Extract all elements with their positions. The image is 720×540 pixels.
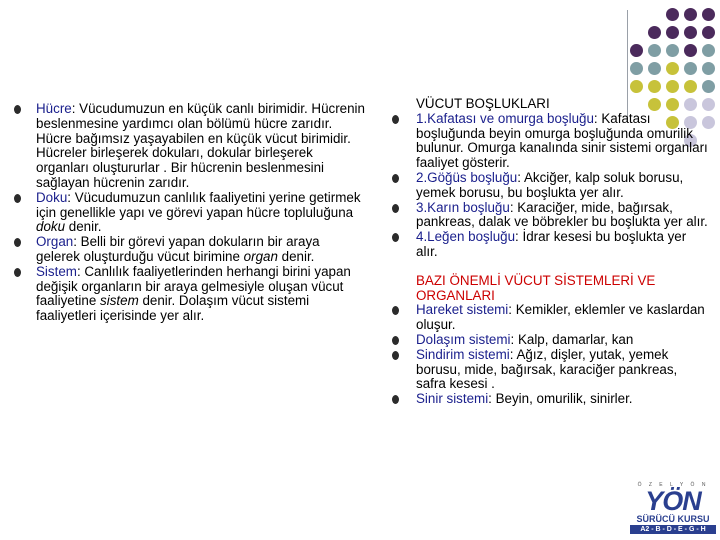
definition-system-movement: : Kemikler, eklemler ve kaslardan oluşur. [416, 302, 705, 333]
definition-cavity-3: : Karaciğer, mide, bağırsak, pankreas, dalak ve böbrekler bu boşlukta yer alır. [416, 199, 708, 230]
definition-cavity-1: : Kafatası boşluğunda beyin omurga boşluğunda omurilik bulunur. Omurga kanalında sinir sistemi organları faaliyet gösterir. [416, 110, 708, 171]
list-item-system-nervous [392, 392, 710, 407]
term-cavity-3: 3.Karın boşluğu [416, 199, 510, 215]
definitions-list [14, 102, 366, 324]
decorative-dot [666, 8, 679, 21]
term-system-digestion: Sindirim sistemi [416, 346, 510, 362]
decorative-dot [702, 26, 715, 39]
term-sistem: Sistem [36, 263, 77, 279]
logo-main-text: YÖN [645, 486, 701, 516]
definition-organ-end: denir. [277, 248, 315, 264]
decorative-dot [684, 62, 697, 75]
decorative-dot [666, 44, 679, 57]
logo-license-classes: A2 - B - D - E - G - H [630, 525, 716, 534]
decorative-dot [702, 8, 715, 21]
bullet-icon [392, 306, 399, 315]
bullet-icon [14, 238, 21, 247]
decorative-dot [702, 44, 715, 57]
term-cavity-2: 2.Göğüs boşluğu [416, 169, 518, 185]
decorative-dot [648, 26, 661, 39]
decorative-dot [630, 44, 643, 57]
term-system-nervous: Sinir sistemi [416, 391, 489, 407]
bullet-icon [392, 115, 399, 124]
definition-cavity-2: : Akciğer, kalp soluk borusu, yemek borusu, bu boşlukta yer alır. [416, 169, 684, 200]
bullet-icon [392, 233, 399, 242]
decorative-dot [648, 44, 661, 57]
list-item-cavity-3 [392, 201, 710, 231]
decorative-dot [648, 80, 661, 93]
list-item-hucre [14, 102, 366, 191]
list-item-sistem [14, 265, 366, 324]
definition-cavity-4: : İdrar kesesi bu boşlukta yer alır. [416, 229, 687, 259]
list-item-organ [14, 235, 366, 265]
term-hucre: Hücre [36, 101, 72, 116]
decorative-dot [702, 80, 715, 93]
definition-system-nervous: : Beyin, omurilik, sinirler. [488, 391, 633, 407]
definition-system-digestion: : Ağız, dişler, yutak, yemek borusu, mide, bağırsak, karaciğer pankreas, safra kesesi . [416, 346, 678, 392]
italic-organ: organ [243, 248, 278, 264]
decorative-dot [702, 62, 715, 75]
definition-sistem-end: denir. Dolaşım vücut sistemi faaliyetleri içerisinde yer alır. [36, 293, 310, 324]
decorative-dot [684, 80, 697, 93]
bullet-icon [392, 174, 399, 183]
heading-body-cavities: VÜCUT BOŞLUKLARI [416, 96, 550, 111]
decorative-dot [684, 8, 697, 21]
logo-top-text: Ö Z E L Y Ö N [637, 482, 709, 488]
list-item-system-digestion [392, 348, 710, 392]
logo-subtitle: SÜRÜCÜ KURSU [636, 514, 710, 524]
bullet-icon [392, 204, 399, 213]
bullet-icon [14, 105, 21, 114]
italic-sistem: sistem [100, 293, 139, 309]
term-system-circulation: Dolaşım sistemi [416, 331, 511, 347]
bullet-icon [14, 268, 21, 277]
definition-hucre: : Vücudumuzun en küçük canlı birimidir. Hücrenin beslenmesine yardımcı olan bölümü hücre zarıdır. Hücre bağımsız yaşayabilen en küçük vücut birimidir. Hücreler birleşerek dokuları, dokular birleşerek organları oluştururlar . Bir hücrenin beslenmesini sağlayan hücrenin zarıdır. [36, 101, 365, 190]
bullet-icon [392, 395, 399, 404]
decorative-dot [666, 26, 679, 39]
list-item-cavity-4 [392, 230, 710, 260]
italic-doku: doku [36, 219, 66, 235]
term-doku: Doku [36, 189, 68, 205]
list-item-cavity-1 [392, 112, 710, 171]
yon-driving-school-logo [630, 482, 720, 540]
definition-organ: : Belli bir görevi yapan dokuların bir araya gelerek oluşturduğu vücut birimine [36, 234, 320, 264]
list-item-cavity-2 [392, 171, 710, 201]
bullet-icon [392, 336, 399, 345]
list-item-doku [14, 191, 366, 235]
list-item-system-circulation [392, 333, 710, 348]
decorative-dot [648, 62, 661, 75]
decorative-dot [666, 80, 679, 93]
term-organ: Organ [36, 234, 74, 250]
bullet-icon [392, 351, 399, 360]
definition-sistem: : Canlılık faaliyetlerinden herhangi birini yapan değişik organların bir araya gelmesiyle oluşan vücut faaliyetine [36, 263, 351, 309]
definition-doku-end: denir. [65, 219, 102, 235]
heading-body-systems: BAZI ÖNEMLİ VÜCUT SİSTEMLERİ VE ORGANLARI [416, 272, 656, 303]
decorative-dot [666, 62, 679, 75]
decorative-dot [630, 62, 643, 75]
term-cavity-1: 1.Kafatası ve omurga boşluğu [416, 110, 594, 126]
term-system-movement: Hareket sistemi [416, 302, 509, 318]
term-cavity-4: 4.Leğen boşluğu [416, 229, 516, 245]
definition-doku: : Vücudumuzun canlılık faaliyetini yerine getirmek için genellikle yapı ve görevi yapan hücre topluluğuna [36, 189, 361, 220]
bullet-icon [14, 194, 21, 203]
decorative-dot [684, 26, 697, 39]
definition-system-circulation: : Kalp, damarlar, kan [510, 331, 634, 347]
decorative-dot [684, 44, 697, 57]
left-column [14, 102, 366, 324]
cavities-list [392, 112, 710, 260]
systems-list [392, 303, 710, 407]
right-column [392, 97, 710, 407]
decorative-dot [630, 80, 643, 93]
list-item-system-movement [392, 303, 710, 333]
